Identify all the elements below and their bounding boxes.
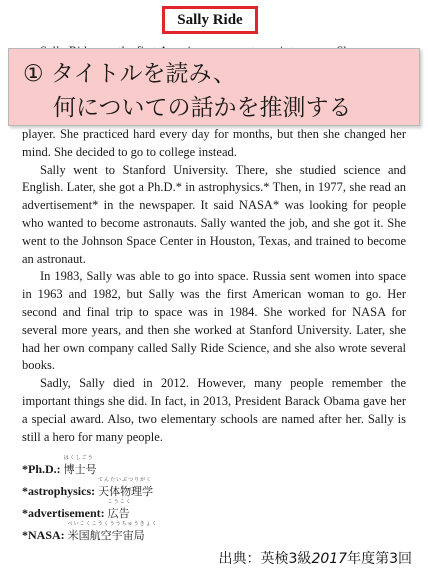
paragraph-4: Sadly, Sally died in 2012. However, many people remember the important things she did. In fact, in 2013, President Barack Obama gave her a special award. Also, two elementary schools are named after her. Sally is still a hero for many people. bbox=[22, 376, 406, 444]
paragraph-2: Sally went to Stanford University. There, she studied science and English. Later, she got a Ph.D.* in astrophysics.* Then, in 1977, she read an advertisement* in the newspaper. It said NASA* was looking for people who wanted to become astronauts. Sally wanted the job, and she got it. She went to the Johnson Space Center in Houston, Texas, and trained to become an astronaut. bbox=[22, 162, 406, 266]
callout-line-1: ① タイトルを読み、 bbox=[23, 61, 236, 87]
glossary-reading: こうこく bbox=[107, 499, 132, 505]
glossary-item bbox=[22, 499, 322, 521]
passage-body bbox=[22, 126, 406, 446]
paragraph-1: player. She practiced hard every day for months, but then she changed her mind. She decided to go to college instead. bbox=[22, 127, 406, 159]
instruction-callout bbox=[8, 48, 420, 126]
paragraph-3: In 1983, Sally was able to go into space. Russia sent women into space in 1963 and 1982, but Sally was the first American woman to go. Her second and final trip to space was in 1984. She worked for NASA for several more years, and then she worked at Stanford University. Later, she had her own company called Sally Ride Science, and she also wrote several books. bbox=[22, 269, 406, 373]
glossary-definition-text: 博士号 bbox=[63, 463, 97, 476]
glossary-reading: べいこくこうくううちゅうきょく bbox=[67, 521, 158, 527]
source-citation bbox=[219, 548, 412, 568]
glossary-item bbox=[22, 477, 322, 499]
glossary-definition bbox=[63, 455, 97, 477]
callout-line-2: 何についての話かを推測する bbox=[53, 95, 352, 121]
glossary-definition-text: 広告 bbox=[107, 507, 130, 520]
glossary-item bbox=[22, 455, 322, 477]
glossary-term: *advertisement: bbox=[22, 506, 108, 520]
glossary-definition-text: 米国航空宇宙局 bbox=[67, 529, 145, 542]
glossary-item bbox=[22, 521, 322, 543]
glossary-definition bbox=[98, 477, 154, 499]
title-box bbox=[162, 6, 258, 34]
glossary-term: *Ph.D.: bbox=[22, 462, 64, 476]
source-suffix: 年度第3回 bbox=[347, 551, 412, 567]
page-title: Sally Ride bbox=[177, 11, 243, 28]
source-year: 2017 bbox=[311, 551, 348, 567]
glossary bbox=[22, 455, 322, 543]
glossary-definition bbox=[67, 521, 158, 543]
glossary-reading: てんたいぶつりがく bbox=[98, 477, 153, 483]
source-prefix: 出典：英検3級 bbox=[218, 551, 312, 567]
glossary-definition bbox=[107, 499, 132, 521]
glossary-term: *NASA: bbox=[22, 528, 68, 542]
glossary-definition-text: 天体物理学 bbox=[98, 485, 154, 498]
glossary-reading: はくしごう bbox=[63, 455, 94, 461]
glossary-term: *astrophysics: bbox=[22, 484, 99, 498]
